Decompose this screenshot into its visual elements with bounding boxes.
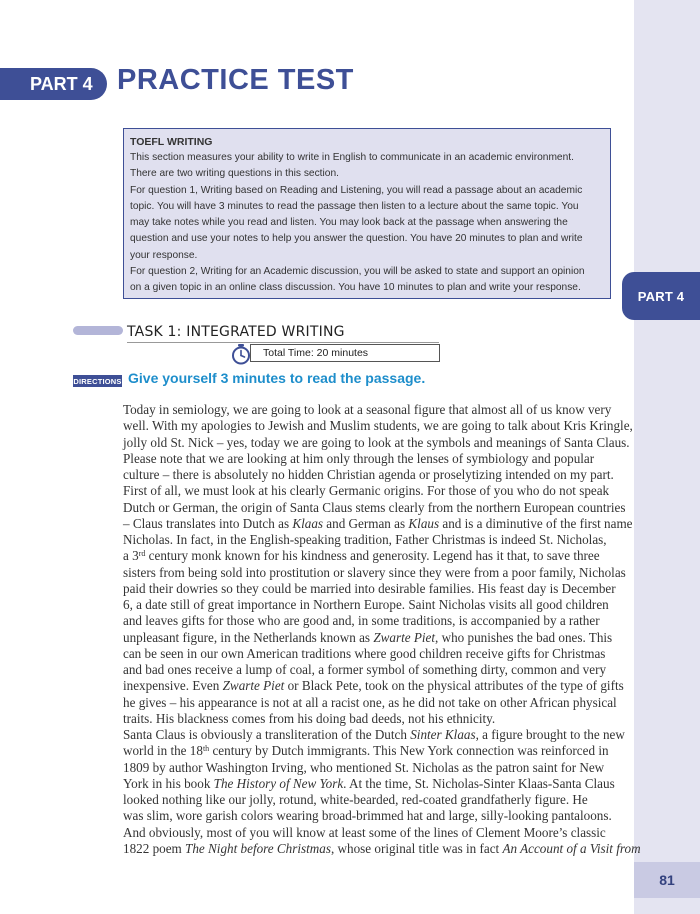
passage-line: was slim, wore garish colors wearing broad-brimmed hat and large, silly-looking pantaloons.: [123, 808, 612, 824]
info-line: For question 2, Writing for an Academic discussion, you will be asked to state and support an opinion: [130, 266, 585, 278]
passage-line: Santa Claus is obviously a transliteration of the Dutch Sinter Klaas, a figure brought to the new: [123, 727, 625, 742]
passage-line: 1822 poem The Night before Christmas, whose original title was in fact An Account of a Visit from: [123, 840, 641, 856]
info-line: may take notes while you read and listen. You may look back at the passage when answering the: [130, 217, 568, 229]
passage-line: Today in semiology, we are going to look at a seasonal figure that almost all of us know very: [123, 402, 612, 417]
info-line: There are two writing questions in this section.: [130, 168, 339, 180]
info-line: topic. You will have 3 minutes to read the passage then listen to a lecture about the same topic. You: [130, 200, 579, 212]
passage-line: and leaves gifts for those who are good and, in some traditions, is accompanied by a rather: [123, 613, 600, 629]
passage-line: looked nothing like our jolly, rotund, white-bearded, red-coated grandfatherly figure. He: [123, 792, 588, 807]
clock-icon: [230, 343, 252, 365]
page-number-box: [634, 862, 700, 898]
reading-passage: [123, 402, 641, 857]
passage-line: Dutch or German, the origin of Santa Claus stems clearly from the northern European countries: [123, 499, 626, 515]
task-decor-bar: [73, 326, 123, 335]
task-underline: [127, 342, 439, 343]
passage-line: 6, a date still of great importance in Northern Europe. Saint Nicholas visits all good children: [123, 597, 609, 612]
passage-line: – Claus translates into Dutch as Klaas and German as Klaus and is a diminutive of the first name: [123, 515, 633, 531]
side-part-tab: PART 4: [622, 272, 700, 320]
passage-line: culture – there is absolutely no hidden Christian agenda or proselytizing intended on my part.: [123, 467, 614, 482]
passage-line: First of all, we must look at his clearly Germanic origins. For those of you who do not speak: [123, 483, 610, 499]
passage-line: Please note that we are looking at him only through the lenses of symbiology and popular: [123, 450, 595, 466]
passage-line: jolly old St. Nick – yes, today we are going to look at the symbols and meanings of Santa Claus.: [123, 434, 630, 450]
passage-line: sisters from being sold into prostitution or slavery since they were from a poor family, Nicholas: [123, 564, 626, 580]
side-strip: [634, 0, 700, 914]
passage-line: unpleasant figure, in the Netherlands known as Zwarte Piet, who punishes the bad ones. This: [123, 629, 613, 645]
passage-line: York in his book The History of New York. At the time, St. Nicholas-Sinter Klaas-Santa Claus: [123, 775, 615, 791]
page-number: 81: [659, 872, 675, 888]
passage-line: a 3rd century monk known for his kindness and generosity. Legend has it that, to save three: [123, 548, 600, 564]
info-line: on a given topic in an online class discussion. You have 10 minutes to plan and write your response.: [130, 282, 581, 294]
part-label: PART 4: [0, 68, 107, 100]
info-line: your response.: [130, 249, 198, 261]
passage-line: And obviously, most of you will know at least some of the lines of Clement Moore’s classic: [123, 824, 606, 840]
info-line: For question 1, Writing based on Reading and Listening, you will read a passage about an academic: [130, 184, 583, 196]
directions-text: Give yourself 3 minutes to read the passage.: [128, 370, 426, 386]
passage-line: well. With my apologies to Jewish and Muslim students, we are going to talk about Kris Kringle,: [123, 418, 633, 434]
passage-line: inexpensive. Even Zwarte Piet or Black Pete, took on the physical attributes of the type of gifts: [123, 678, 624, 694]
passage-line: can be seen in our own American traditions where good children receive gifts for Christmas: [123, 645, 606, 661]
info-line: question and use your notes to help you answer the question. You have 20 minutes to plan and write: [130, 233, 583, 245]
task-title: TASK 1: INTEGRATED WRITING: [127, 324, 345, 340]
toefl-writing-info-box: [123, 128, 611, 299]
passage-line: traits. His blackness comes from his doing bad deeds, not his ethnicity.: [123, 710, 496, 726]
passage-line: paid their dowries so they could be married into desirable families. His feast day is December: [123, 580, 616, 596]
passage-line: and bad ones receive a lump of coal, a former symbol of something dirty, common and very: [123, 662, 607, 677]
info-line: This section measures your ability to write in English to communicate in an academic environment.: [130, 152, 574, 163]
page-title: PRACTICE TEST: [117, 64, 354, 96]
passage-line: 1809 by author Washington Irving, who mentioned St. Nicholas as the patron saint for New: [123, 759, 605, 775]
passage-line: world in the 18th century by Dutch immigrants. This New York connection was reinforced in: [123, 743, 609, 759]
directions-badge: DIRECTIONS: [73, 376, 122, 386]
passage-line: Nicholas. In fact, in the English-speaking tradition, Father Christmas is indeed St. Nicholas,: [123, 532, 607, 547]
passage-line: he gives – his appearance is not at all a racist one, as he did not take on other African physical: [123, 694, 617, 710]
info-heading: TOEFL WRITING: [130, 136, 213, 148]
timer-label: Total Time: 20 minutes: [263, 347, 369, 359]
